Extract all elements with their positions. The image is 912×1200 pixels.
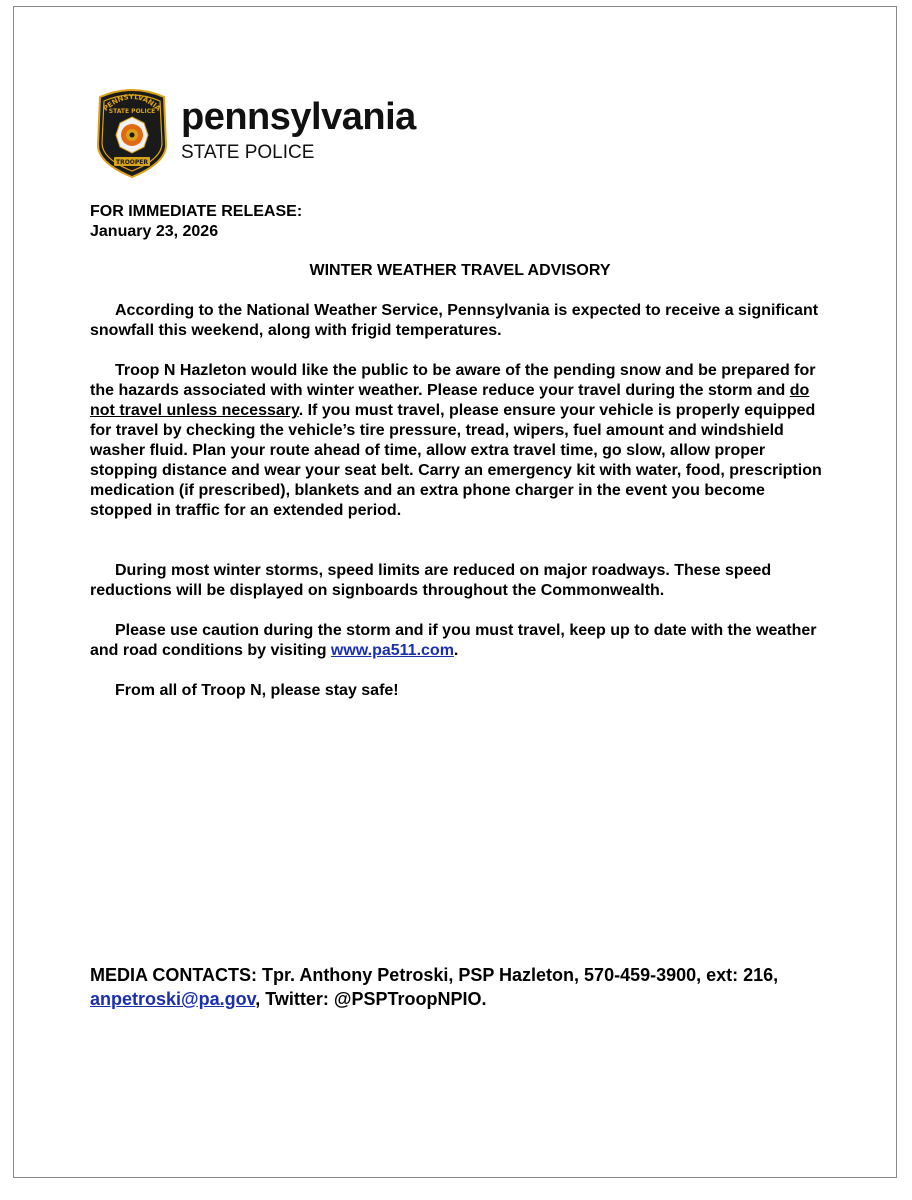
- org-subtitle: STATE POLICE: [181, 142, 315, 163]
- badge-top-text-1: PENNSYLVANIA: [101, 92, 163, 113]
- paragraph-3: During most winter storms, speed limits are reduced on major roadways. These speed reductions will be displayed on signboards throughout the Commonwealth.: [90, 562, 772, 599]
- media-contacts-text-b: , Twitter: @PSPTroopNPIO.: [255, 989, 487, 1009]
- paragraph-4-text-a: Please use caution during the storm and if you must travel, keep up to date with the weather and road conditions by visiting: [90, 622, 817, 659]
- paragraph-1: According to the National Weather Service, Pennsylvania is expected to receive a significant snowfall this weekend, along with frigid temperatures.: [90, 302, 819, 339]
- paragraph-2: [90, 361, 830, 521]
- contact-email-link[interactable]: anpetroski@pa.gov: [90, 989, 256, 1009]
- paragraph-2-text-b: . If you must travel, please ensure your vehicle is properly equipped for travel by checking the vehicle’s tire pressure, tread, wipers, fuel amount and windshield washer fluid. Plan your route ahead of time, allow extra travel time, go slow, allow proper stopping distance and wear your seat belt. Carry an emergency kit with water, food, prescription medication (if prescribed), blankets and an extra phone charger in the event you become stopped in traffic for an extended period.: [90, 402, 822, 519]
- badge-top-text-2: STATE POLICE: [108, 108, 156, 115]
- advisory-title: WINTER WEATHER TRAVEL ADVISORY: [309, 262, 611, 279]
- header-logo: [92, 83, 452, 179]
- badge-bottom-text: TROOPER: [115, 159, 149, 166]
- release-date: January 23, 2026: [90, 223, 219, 240]
- release-label: FOR IMMEDIATE RELEASE:: [90, 203, 303, 220]
- paragraph-4: [90, 621, 830, 661]
- paragraph-2-text-a: Troop N Hazleton would like the public to be aware of the pending snow and be prepared for the hazards associated with winter weather. Please reduce your travel during the storm and: [90, 362, 816, 399]
- media-contacts-text-a: MEDIA CONTACTS: Tpr. Anthony Petroski, PSP Hazleton, 570-459-3900, ext: 216,: [90, 965, 779, 985]
- media-contacts: [90, 963, 850, 1011]
- pa511-link[interactable]: www.pa511.com: [330, 642, 454, 659]
- paragraph-2-underlined: do not travel unless necessary: [90, 382, 810, 419]
- paragraph-5: From all of Troop N, please stay safe!: [115, 682, 399, 699]
- org-name: pennsylvania: [181, 96, 416, 138]
- paragraph-4-text-b: .: [453, 642, 459, 659]
- psp-trooper-badge-icon: [92, 83, 172, 179]
